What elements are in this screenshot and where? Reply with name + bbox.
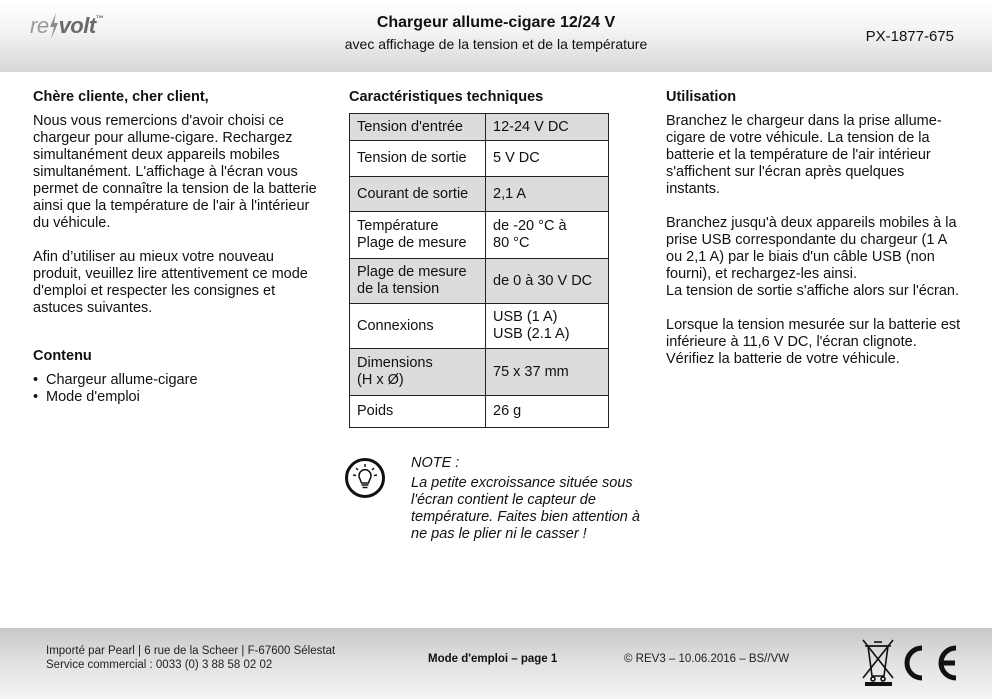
weee-bar (865, 682, 892, 686)
spec-key: Température Plage de mesure (350, 212, 486, 259)
table-row (350, 114, 609, 141)
greeting-heading: Chère cliente, cher client, (33, 89, 209, 105)
usage-column (666, 89, 961, 368)
spec-key: Courant de sortie (350, 177, 486, 212)
document-title: Chargeur allume-cigare 12/24 V (376, 14, 616, 31)
weee-bin-icon (863, 640, 893, 681)
table-row (350, 259, 609, 304)
contents-heading: Contenu (33, 348, 92, 364)
usage-heading: Utilisation (666, 89, 737, 105)
spec-value: 26 g (486, 396, 609, 428)
intro-paragraph: Afin d’utiliser au mieux votre nouveau produit, veuillez lire attentivement ce mode d'emploi et respecter les consignes et astuces suivantes. (33, 249, 308, 316)
lightbulb-icon (344, 457, 386, 499)
spec-key: Poids (350, 396, 486, 428)
spec-value: 5 V DC (486, 141, 609, 177)
spec-key: Dimensions (H x Ø) (350, 349, 486, 396)
spec-value: 75 x 37 mm (486, 349, 609, 396)
usage-paragraph: Branchez le chargeur dans la prise allume-cigare de votre véhicule. La tension de la batterie et la température de l'air intérieur s'affichent sur l'écran après quelques instants. (666, 113, 942, 197)
spec-key: Tension d'entrée (350, 114, 486, 141)
list-item: • Mode d'emploi (33, 389, 323, 406)
intro-paragraph: Nous vous remercions d'avoir choisi ce chargeur pour allume-cigare. Rechargez simultanément deux appareils mobiles simultanément. L'affichage à l'écran vous permet de connaître la tension de la batterie ainsi que la température de l'air à l'intérieur du véhicule. (33, 113, 317, 231)
product-code: PX-1877-675 (865, 28, 954, 45)
table-row (350, 304, 609, 349)
list-item: • Chargeur allume-cigare (33, 372, 323, 389)
table-row (350, 212, 609, 259)
contents-list (33, 372, 323, 406)
copyright: © REV3 – 10.06.2016 – BS//VW (624, 653, 790, 665)
spec-value: de -20 °C à 80 °C (486, 212, 609, 259)
spec-key: Connexions (350, 304, 486, 349)
spec-key: Plage de mesure de la tension (350, 259, 486, 304)
note-text: La petite excroissance située sous l'écran contient le capteur de température. Faites bien attention à ne pas le plier ni le casser ! (411, 475, 640, 542)
page-header (0, 0, 992, 72)
page-footer (0, 628, 992, 699)
usage-paragraph: La tension de sortie s'affiche alors sur l'écran. (666, 283, 960, 299)
importer-info: Importé par Pearl | 6 rue de la Scheer | F-67600 Sélestat Service commercial : 0033 (0) 3 88 58 02 02 (46, 645, 336, 671)
table-row (350, 396, 609, 428)
spec-value: 12-24 V DC (486, 114, 609, 141)
spec-value: de 0 à 30 V DC (486, 259, 609, 304)
page-number: Mode d'emploi – page 1 (428, 653, 558, 665)
intro-column (33, 89, 323, 406)
spec-value: USB (1 A) USB (2.1 A) (486, 304, 609, 349)
note-label: NOTE : (411, 455, 460, 471)
document-subtitle: avec affichage de la tension et de la température (344, 36, 648, 52)
usage-paragraph: Branchez jusqu'à deux appareils mobiles à la prise USB correspondante du chargeur (1 A ou 2,1 A) par le biais d'un câble USB (non fourni), et rechargez-les ainsi. (666, 215, 957, 282)
specs-table (349, 113, 609, 428)
table-row (350, 349, 609, 396)
spec-value: 2,1 A (486, 177, 609, 212)
ce-mark-icon (907, 648, 956, 678)
usage-paragraph: Lorsque la tension mesurée sur la batterie est inférieure à 11,6 V DC, l'écran clignote. Vérifiez la batterie de votre véhicule. (666, 317, 961, 367)
specs-heading: Caractéristiques techniques (349, 89, 544, 105)
spec-key: Tension de sortie (350, 141, 486, 177)
specs-column (349, 89, 609, 428)
table-row (350, 141, 609, 177)
table-row (350, 177, 609, 212)
revolt-logo: re volt™ (30, 13, 104, 38)
certification-marks (862, 638, 972, 688)
